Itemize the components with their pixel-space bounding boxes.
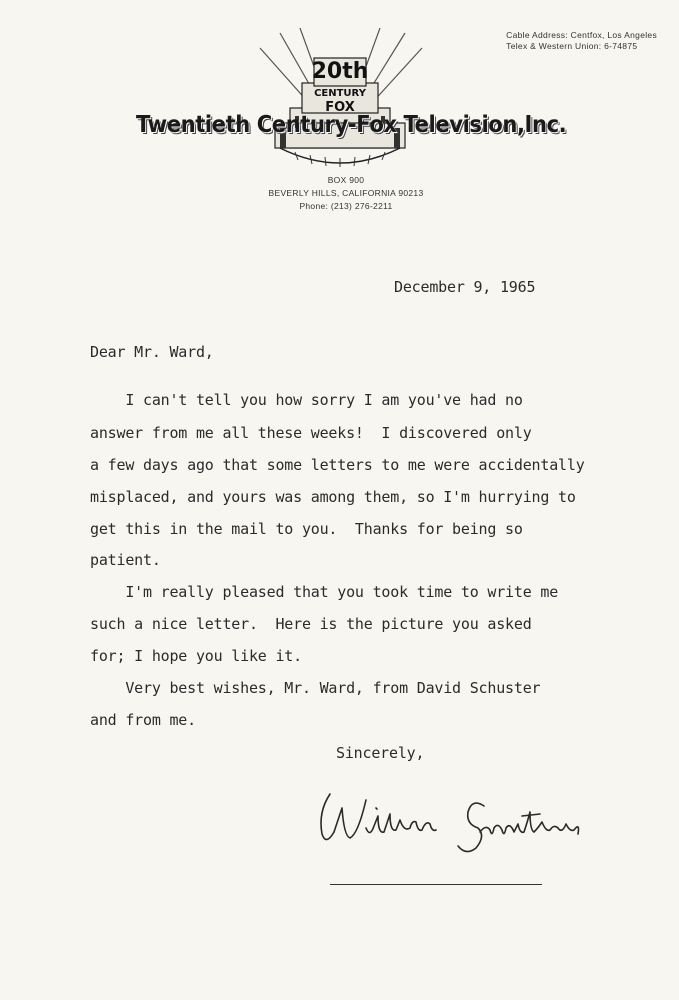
body-line: such a nice letter. Here is the picture you asked — [90, 615, 532, 633]
letterhead-address — [236, 174, 456, 213]
body-line: for; I hope you like it. — [90, 647, 302, 665]
body-line: I can't tell you how sorry I am you've had no — [90, 391, 523, 409]
body-line: misplaced, and yours was among them, so I'm hurrying to — [90, 488, 576, 506]
address-city: BEVERLY HILLS, CALIFORNIA 90213 — [268, 188, 424, 198]
body-line: I'm really pleased that you took time to write me — [90, 583, 559, 601]
address-phone: Phone: (213) 276-2211 — [299, 201, 393, 211]
telex-line: Telex & Western Union: 6-74875 — [506, 41, 638, 51]
letter-date: December 9, 1965 — [394, 278, 536, 296]
logo-20th: 20th — [311, 59, 369, 84]
fox-logo — [130, 28, 567, 168]
body-line: Very best wishes, Mr. Ward, from David Schuster — [90, 679, 541, 697]
body-line: and from me. — [90, 711, 196, 729]
address-box: BOX 900 — [327, 175, 365, 185]
body-line: a few days ago that some letters to me were accidentally — [90, 456, 585, 474]
salutation: Dear Mr. Ward, — [90, 343, 214, 361]
closing: Sincerely, — [336, 744, 425, 762]
company-name: Twentieth Century-Fox Television,Inc. — [136, 112, 567, 138]
signature-rule — [330, 884, 542, 885]
logo-fox: FOX — [325, 100, 355, 115]
body-line: get this in the mail to you. Thanks for being so — [90, 520, 523, 538]
cable-address-line: Cable Address: Centfox, Los Angeles — [506, 30, 657, 40]
logo-century: CENTURY — [314, 88, 366, 99]
body-line: answer from me all these weeks! I discovered only — [90, 424, 532, 442]
handwritten-signature — [308, 772, 598, 862]
body-line: patient. — [90, 551, 161, 569]
